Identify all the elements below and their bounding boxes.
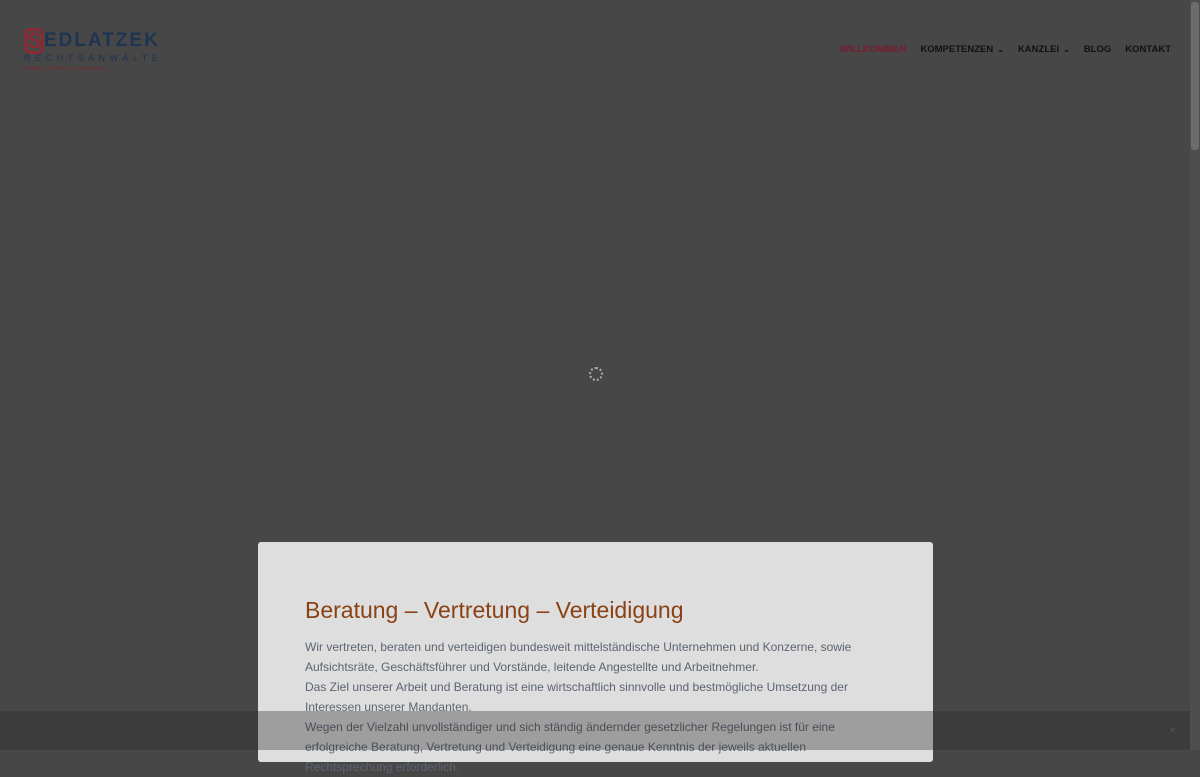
nav-label: KOMPETENZEN: [920, 44, 994, 55]
logo-mark: S: [24, 28, 44, 54]
logo-tagline: Beratung · Vertretung · Verteidigung: [24, 66, 105, 72]
cookie-bar: [0, 711, 1190, 750]
intro-paragraph: Wir vertreten, beraten und verteidigen bundesweit mittelständische Unternehmen und Konzerne, sowie Aufsichtsräte, Geschäftsführer und Vorstände, leitende Angestellte und Arbeitnehmer.: [305, 640, 852, 674]
close-icon[interactable]: ×: [1168, 723, 1176, 737]
nav-kompetenzen[interactable]: [920, 44, 1004, 55]
scrollbar-thumb[interactable]: [1191, 2, 1199, 150]
nav-label: KONTAKT: [1125, 44, 1171, 55]
logo[interactable]: [24, 28, 164, 74]
nav-blog[interactable]: [1084, 44, 1111, 55]
intro-paragraph: Wegen der Vielzahl unvollständiger und sich ständig ändernder gesetzlicher Regelungen ist für eine erfolgreiche Beratung, Vertretung und Verteidigung eine genaue Kenntnis der jeweils aktuellen Rechtsprechung erforderlich.: [305, 720, 835, 774]
logo-name: EDLATZEK: [44, 30, 160, 51]
nav-label: WILLKOMMEN: [839, 44, 907, 55]
chevron-down-icon: ⌄: [1063, 45, 1070, 54]
scrollbar[interactable]: [1190, 0, 1200, 750]
loading-spinner-icon: [589, 367, 603, 381]
chevron-down-icon: ⌄: [997, 45, 1004, 54]
intro-paragraph: Das Ziel unserer Arbeit und Beratung ist eine wirtschaftlich sinnvolle und bestmögliche Umsetzung der Interessen unserer Mandanten.: [305, 680, 848, 714]
intro-title: Beratung – Vertretung – Verteidigung: [305, 597, 684, 623]
nav-label: KANZLEI: [1017, 44, 1060, 55]
main-nav: [840, 44, 1171, 55]
logo-subtitle: RECHTSANWÄLTE: [24, 53, 163, 63]
nav-label: BLOG: [1083, 44, 1112, 55]
nav-kontakt[interactable]: [1125, 44, 1171, 55]
nav-willkommen[interactable]: [840, 44, 907, 55]
nav-kanzlei[interactable]: [1018, 44, 1070, 55]
